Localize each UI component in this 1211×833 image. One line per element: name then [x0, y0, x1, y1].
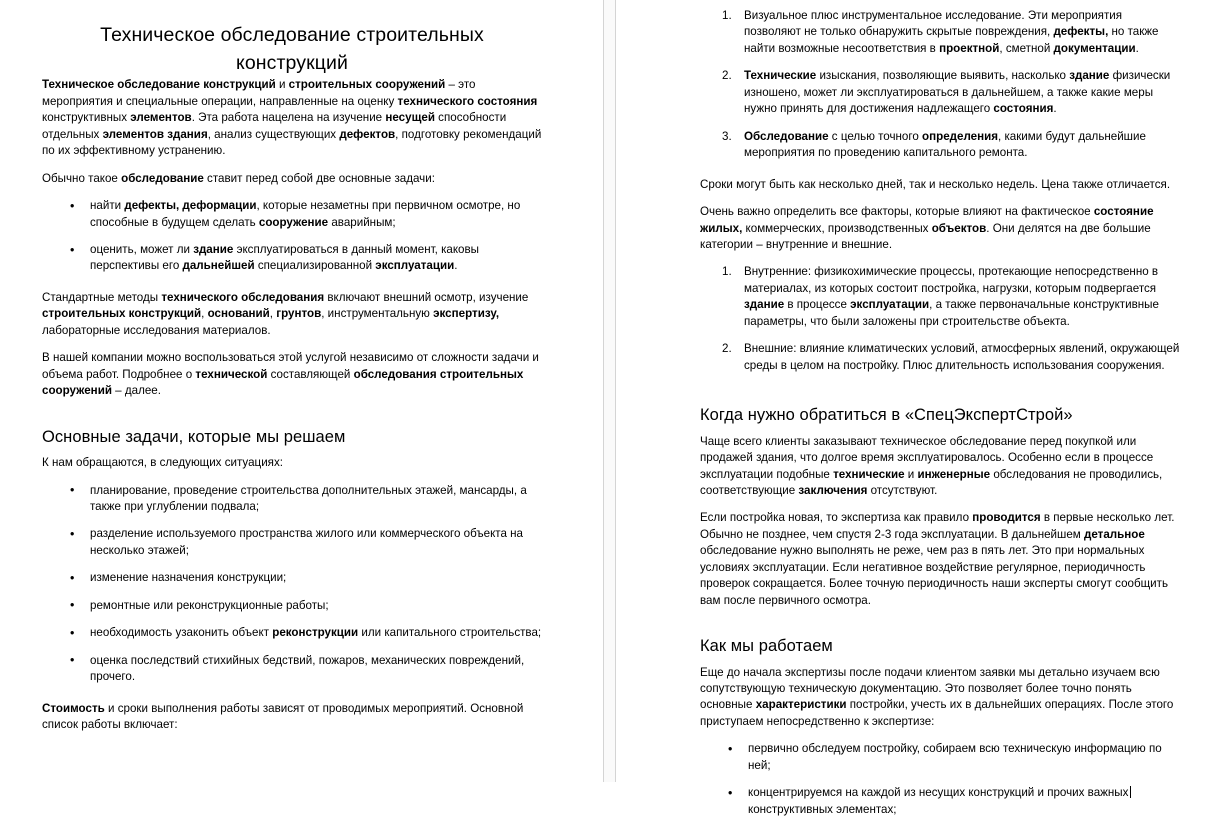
- section-heading-main-tasks: Основные задачи, которые мы решаем: [42, 427, 346, 446]
- bold-run: состояния: [993, 102, 1054, 116]
- list-item: • ремонтные или реконструкционные работы;: [42, 598, 542, 625]
- list-item: • оценка последствий стихийных бедствий, пожаров, механических повреждений, прочего.: [42, 653, 542, 697]
- intro-paragraph: Техническое обследование конструкций и строительных сооружений – это мероприятия и специальные операции, направленные на оценку технического состояния конструктивных элементов. Эта работа нацелена на изучение несущей способности отдельных элементов здания, анализ существующих дефектов, подготовку рекомендаций по их эффективному устранению.: [42, 78, 542, 158]
- list-item: • необходимость узаконить объект реконструкции или капитального строительства;: [42, 625, 542, 652]
- section-heading-how-we-work: Как мы работаем: [700, 637, 833, 656]
- page-break-gutter: [603, 0, 616, 782]
- two-tasks-lead: Обычно такое обследование ставит перед собой две основные задачи:: [42, 171, 435, 185]
- document-page-right: [616, 0, 1211, 816]
- bold-run: эксплуатации: [850, 298, 930, 312]
- list-item: • концентрируемся на каждой из несущих конструкций и прочих важных конструктивных элементах;: [700, 785, 1182, 829]
- list-item: Внутренние: физикохимические процессы, протекающие непосредственно в материалах, из которых состоит постройка, нагрузки, которым подвергается здание в процессе эксплуатации, а также первоначальные конструктивные параметры, что были заложены при строительстве объекта.: [744, 265, 1159, 328]
- methods-paragraph: Стандартные методы технического обследования включают внешний осмотр, изучение строительных конструкций, оснований, грунтов, инструментальную экспертизу, лабораторные исследования материалов.: [42, 290, 529, 337]
- when-paragraph-1: Чаще всего клиенты заказывают техническое обследование перед покупкой или продажей здания, что долгое время эксплуатировалось. Особенно если в процессе эксплуатации подобные технические и инженерные обследования не проводились, соответствующие заключения отсутствуют.: [700, 434, 1163, 497]
- bold-run: проводится: [972, 511, 1041, 525]
- bold-run: Обследование: [744, 129, 829, 143]
- works-numbered-list: [700, 0, 1182, 177]
- factors-paragraph: Очень важно определить все факторы, которые влияют на фактическое состояние жилых, коммерческих, производственных объектов. Они делятся на две большие категории – внутренние и внешние.: [700, 205, 1154, 251]
- bold-run: технической: [195, 367, 268, 381]
- section-heading-when-to-contact: Когда нужно обратиться в «СпецЭкспертСтрой»: [700, 406, 1073, 425]
- bold-run: заключения: [798, 483, 868, 497]
- bold-run: экспертизу,: [433, 307, 500, 321]
- bold-run: дефекты, деформации: [124, 199, 257, 213]
- bold-run: Технические: [744, 69, 817, 83]
- cost-paragraph: Стоимость и сроки выполнения работы зависят от проводимых мероприятий. Основной список работы включает:: [42, 701, 524, 732]
- bold-run: дефекты,: [1053, 25, 1109, 39]
- bold-run: здание: [193, 243, 234, 256]
- situations-bullet-list: [42, 483, 542, 701]
- list-item: Внешние: влияние климатических условий, атмосферных явлений, окружающей среды в целом на постройку. Плюс длительность использования сооружения.: [744, 342, 1180, 372]
- bold-run: эксплуатации: [375, 259, 455, 273]
- bold-run: технические: [833, 467, 905, 481]
- bold-run: проектной: [939, 41, 1000, 55]
- bold-run: дальнейшей: [182, 259, 255, 273]
- bold-run: строительных сооружений: [288, 78, 446, 92]
- bold-run: обследования строительных сооружений: [42, 367, 524, 398]
- list-item: • изменение назначения конструкции;: [42, 570, 542, 597]
- list-item: • оценить, может ли здание эксплуатироваться в данный момент, каковы перспективы его дальнейшей специализированной эксплуатации.: [42, 242, 542, 286]
- bold-run: технического обследования: [161, 290, 325, 304]
- bold-run: детальное: [1084, 527, 1145, 541]
- document-page-left: [0, 0, 603, 782]
- list-item: • найти дефекты, деформации, которые незаметны при первичном осмотре, но способные в будущем сделать сооружение аварийным;: [42, 198, 542, 242]
- bold-run: состояние жилых,: [700, 205, 1154, 235]
- how-paragraph: Еще до начала экспертизы после подачи клиентом заявки мы детально изучаем всю сопутствующую техническую документацию. Это позволяет более точно понять основные характеристики постройки, учесть их в дальнейших операциях. После этого приступаем непосредственно к экспертизе:: [700, 665, 1174, 728]
- list-item: Обследование с целью точного определения, какими будут дальнейшие мероприятия по проведению капитального ремонта.: [744, 129, 1146, 160]
- bold-run: технического состояния: [397, 94, 538, 108]
- page-left-content: [42, 0, 542, 745]
- factors-numbered-list: [700, 264, 1182, 389]
- page-title: Техническое обследование строительных конструкций: [100, 24, 484, 74]
- terms-paragraph: Сроки могут быть как несколько дней, так и несколько недель. Цена также отличается.: [700, 177, 1171, 191]
- bold-run: документации: [1053, 41, 1136, 55]
- how-bullet-list: [700, 741, 1182, 833]
- bold-run: грунтов: [276, 307, 322, 321]
- bold-run: строительных конструкций: [42, 307, 202, 321]
- bold-run: здание: [1069, 69, 1110, 83]
- bold-run: характеристики: [755, 698, 847, 712]
- bold-run: объектов: [931, 221, 987, 235]
- list-item: • планирование, проведение строительства дополнительных этажей, мансарды, а также при углублении подвала;: [42, 483, 542, 527]
- when-paragraph-2: Если постройка новая, то экспертиза как правило проводится в первые несколько лет. Обычно не позднее, чем спустя 2-3 года эксплуатации. В дальнейшем детальное обследование нужно выполнять не реже, чем раз в пять лет. Это при нормальных условиях эксплуатации. Если негативное воздействие регулярное, периодичность проверок сокращается. Более точную периодичность наши эксперты смогут сообщить вам после первичного осмотра.: [700, 511, 1175, 607]
- bold-run: здание: [744, 298, 785, 312]
- company-paragraph: В нашей компании можно воспользоваться этой услугой независимо от сложности задачи и объема работ. Подробнее о технической составляющей обследования строительных сооружений – далее.: [42, 351, 539, 398]
- bold-run: Стоимость: [42, 701, 105, 715]
- bold-run: определения: [922, 129, 999, 143]
- bold-run: элементов: [130, 111, 192, 125]
- situations-lead: К нам обращаются, в следующих ситуациях:: [42, 456, 283, 470]
- bold-run: оснований: [207, 307, 270, 321]
- bold-run: инженерные: [917, 467, 991, 481]
- page-right-content: [700, 0, 1182, 833]
- bold-run: обследование: [121, 171, 204, 185]
- tasks-bullet-list: [42, 198, 542, 290]
- list-item: • первично обследуем постройку, собираем всю техническую информацию по ней;: [700, 741, 1182, 785]
- bold-run: Техническое обследование конструкций: [42, 78, 276, 92]
- list-item: Визуальное плюс инструментальное исследование. Эти мероприятия позволяют не только обнаружить скрытые повреждения, дефекты, но также найти возможные несоответствия в проектной, сметной документации.: [744, 9, 1159, 55]
- text-caret: [1130, 786, 1131, 798]
- list-item: • разделение используемого пространства жилого или коммерческого объекта на несколько этажей;: [42, 526, 542, 570]
- bold-run: несущей: [385, 111, 435, 125]
- list-item: Технические изыскания, позволяющие выявить, насколько здание физически изношено, может ли эксплуатироваться в дальнейшем, а также какие меры нужно принять для достижения надлежащего состояния.: [744, 69, 1171, 116]
- bold-run: элементов здания: [102, 127, 208, 141]
- bold-run: дефектов: [339, 127, 396, 141]
- bold-run: реконструкции: [272, 626, 359, 640]
- bold-run: сооружение: [258, 215, 329, 229]
